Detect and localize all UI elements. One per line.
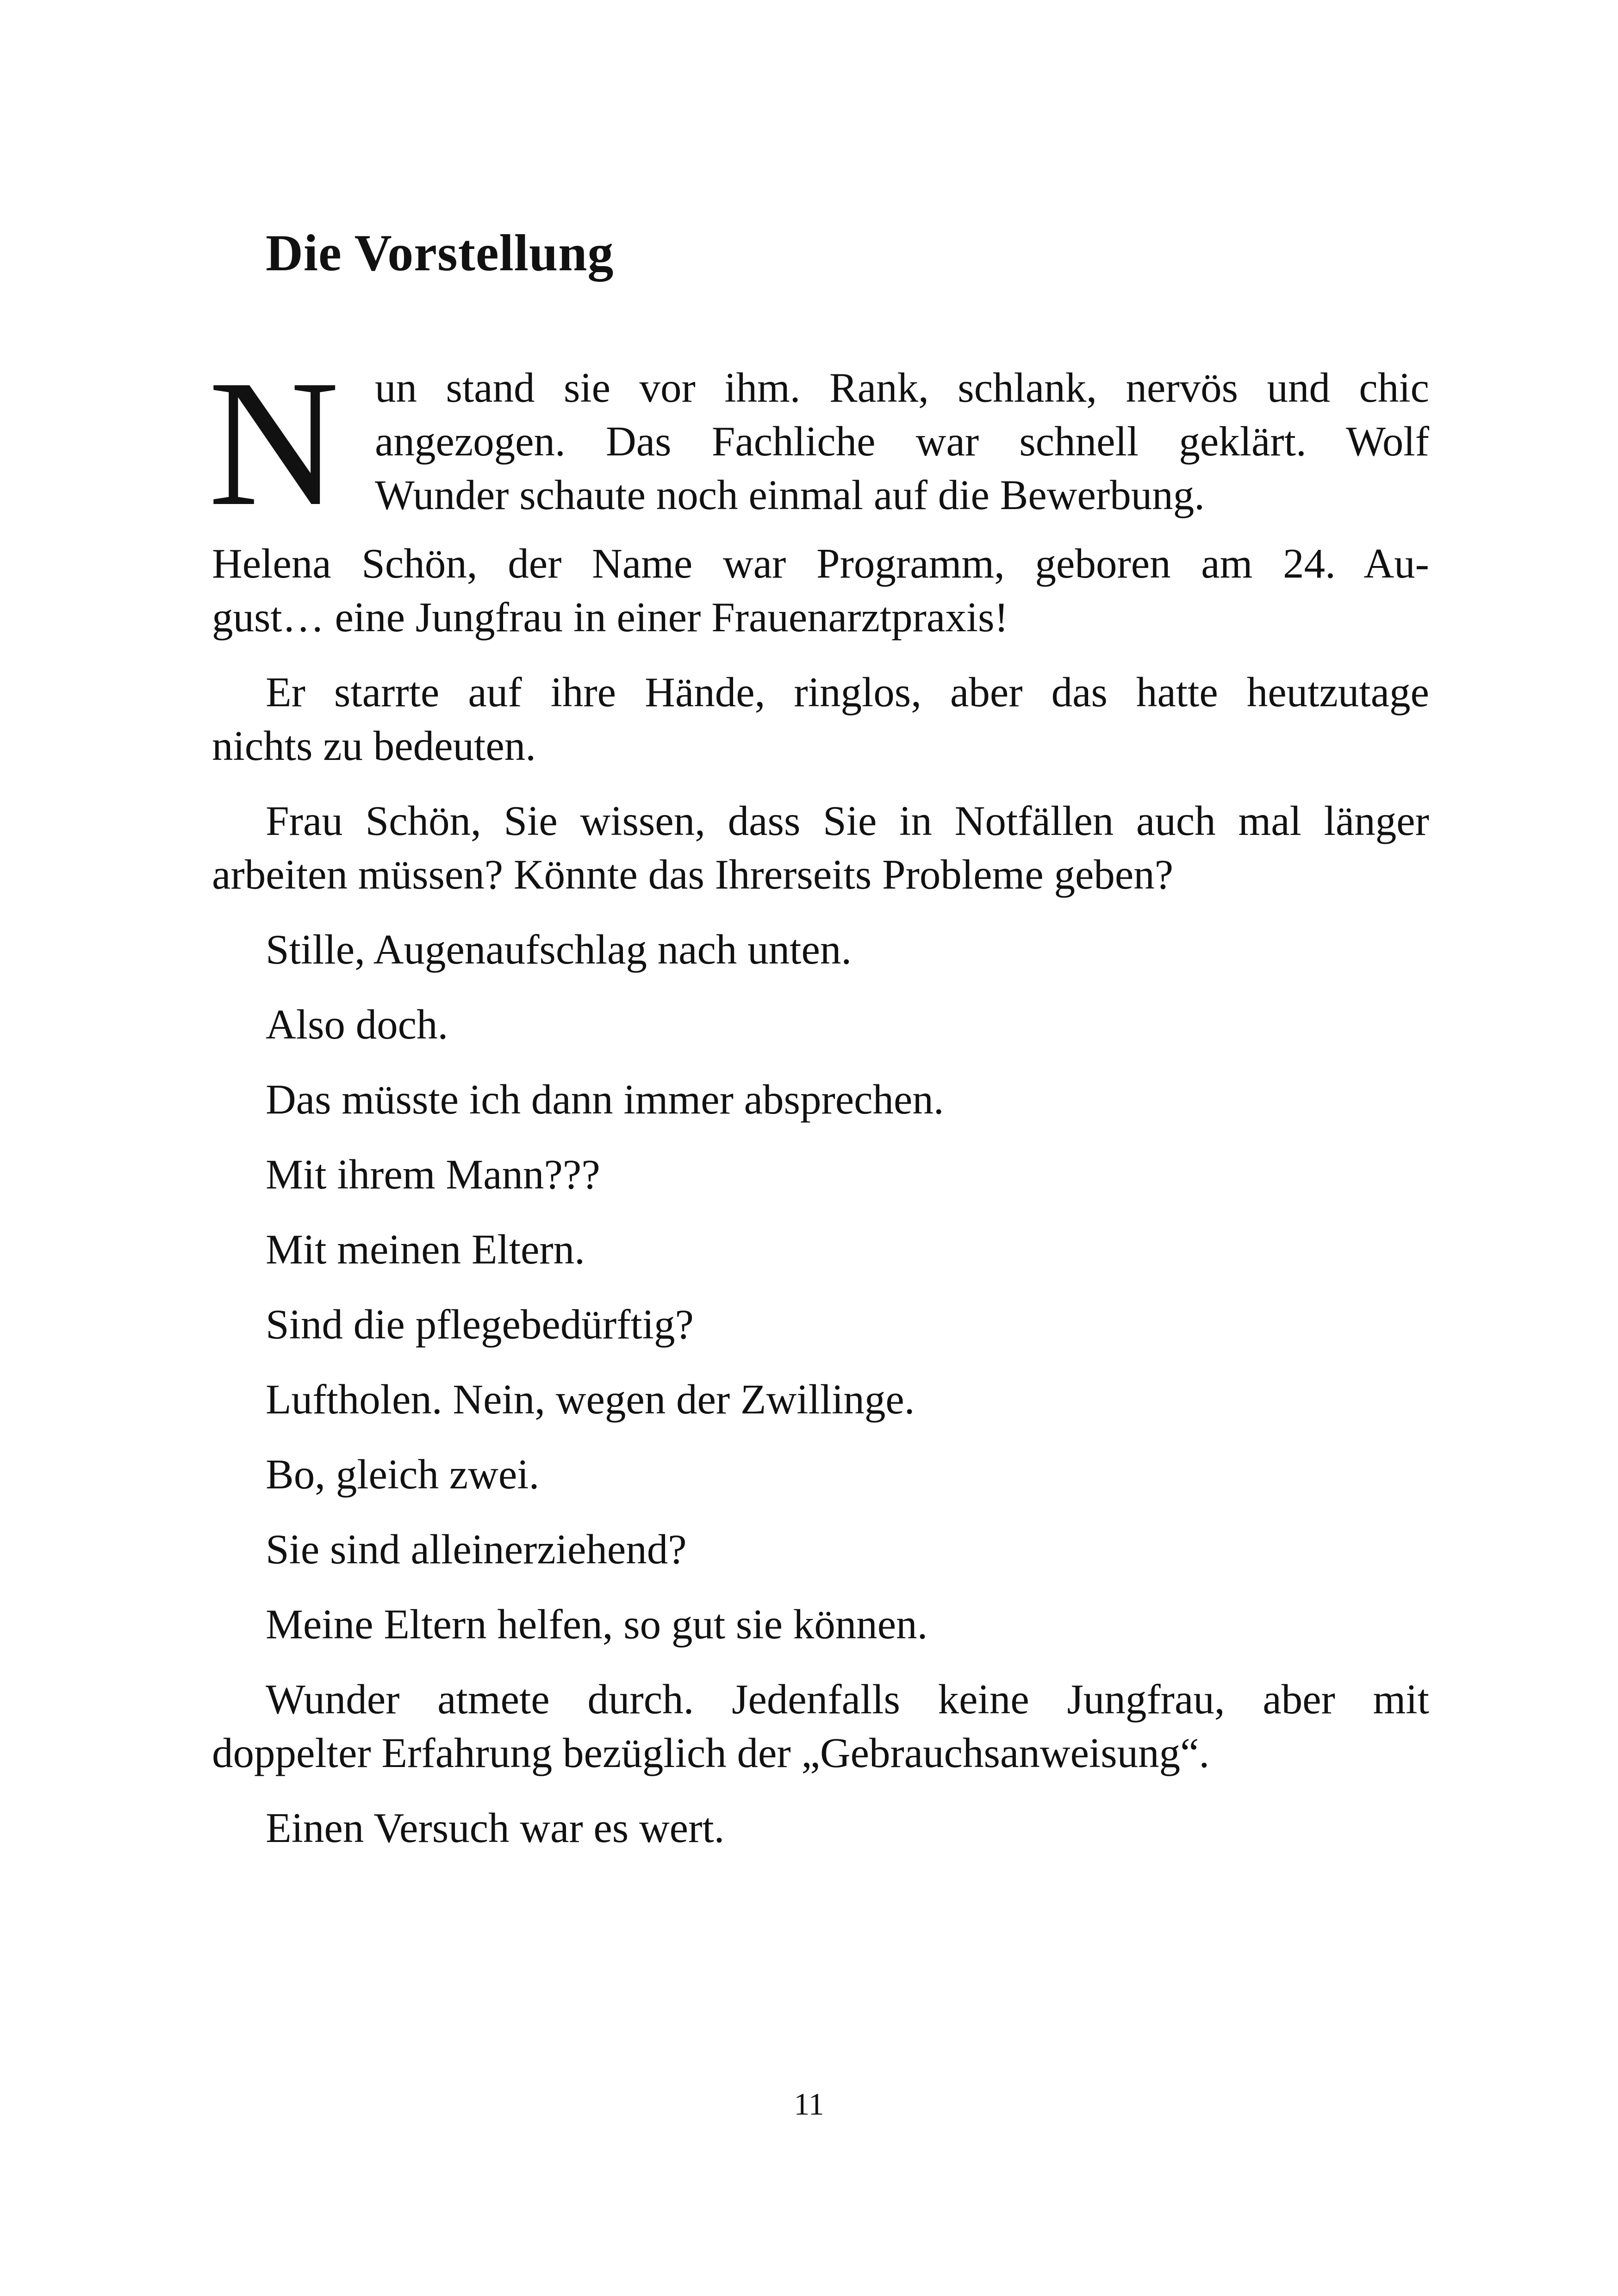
text-line: angezogen. Das Fachliche war schnell geklärt. Wolf [375, 418, 1429, 465]
text-line: Frau Schön, Sie wissen, dass Sie in Notfällen auch mal länger [266, 797, 1429, 844]
paragraph: Stille, Augenaufschlag nach unten. [266, 926, 852, 973]
paragraph [212, 1673, 1429, 1780]
text-line: Helena Schön, der Name war Programm, geboren am 24. Au- [212, 540, 1429, 587]
paragraph: Sind die pflegebedürftig? [266, 1301, 694, 1348]
paragraph: Bo, gleich zwei. [266, 1451, 540, 1498]
paragraph [212, 794, 1429, 902]
paragraph: Das müsste ich dann immer absprechen. [266, 1076, 944, 1123]
drop-cap: N [208, 342, 340, 543]
text-line: Wunder atmete durch. Jedenfalls keine Jungfrau, aber mit [266, 1676, 1429, 1723]
paragraph: Sie sind alleinerziehend? [266, 1526, 687, 1573]
opening-paragraph [208, 342, 1429, 543]
text-line: doppelter Erfahrung bezüglich der „Gebrauchsanweisung“. [212, 1730, 1210, 1776]
text-line: nichts zu bedeuten. [212, 722, 536, 769]
paragraph: Mit ihrem Mann??? [266, 1151, 600, 1198]
text-line: Er starrte auf ihre Hände, ringlos, aber das hatte heutzutage [266, 669, 1429, 716]
paragraph [212, 666, 1429, 773]
text-line: arbeiten müssen? Könnte das Ihrerseits Probleme geben? [212, 851, 1174, 898]
paragraph: Einen Versuch war es wert. [266, 1804, 725, 1851]
text-line: Wunder schaute noch einmal auf die Bewerbung. [375, 472, 1205, 518]
text-line: gust… eine Jungfrau in einer Frauenarztpraxis! [212, 594, 1008, 641]
page-number: 11 [794, 2086, 824, 2122]
paragraph [212, 537, 1429, 644]
paragraph: Meine Eltern helfen, so gut sie können. [266, 1601, 928, 1648]
text-line: un stand sie vor ihm. Rank, schlank, nervös und chic [375, 364, 1429, 411]
paragraph: Mit meinen Eltern. [266, 1226, 585, 1273]
chapter-text [208, 342, 1429, 1876]
paragraph: Also doch. [266, 1001, 448, 1048]
paragraph: Luftholen. Nein, wegen der Zwillinge. [266, 1376, 915, 1423]
chapter-title: Die Vorstellung [266, 224, 614, 282]
